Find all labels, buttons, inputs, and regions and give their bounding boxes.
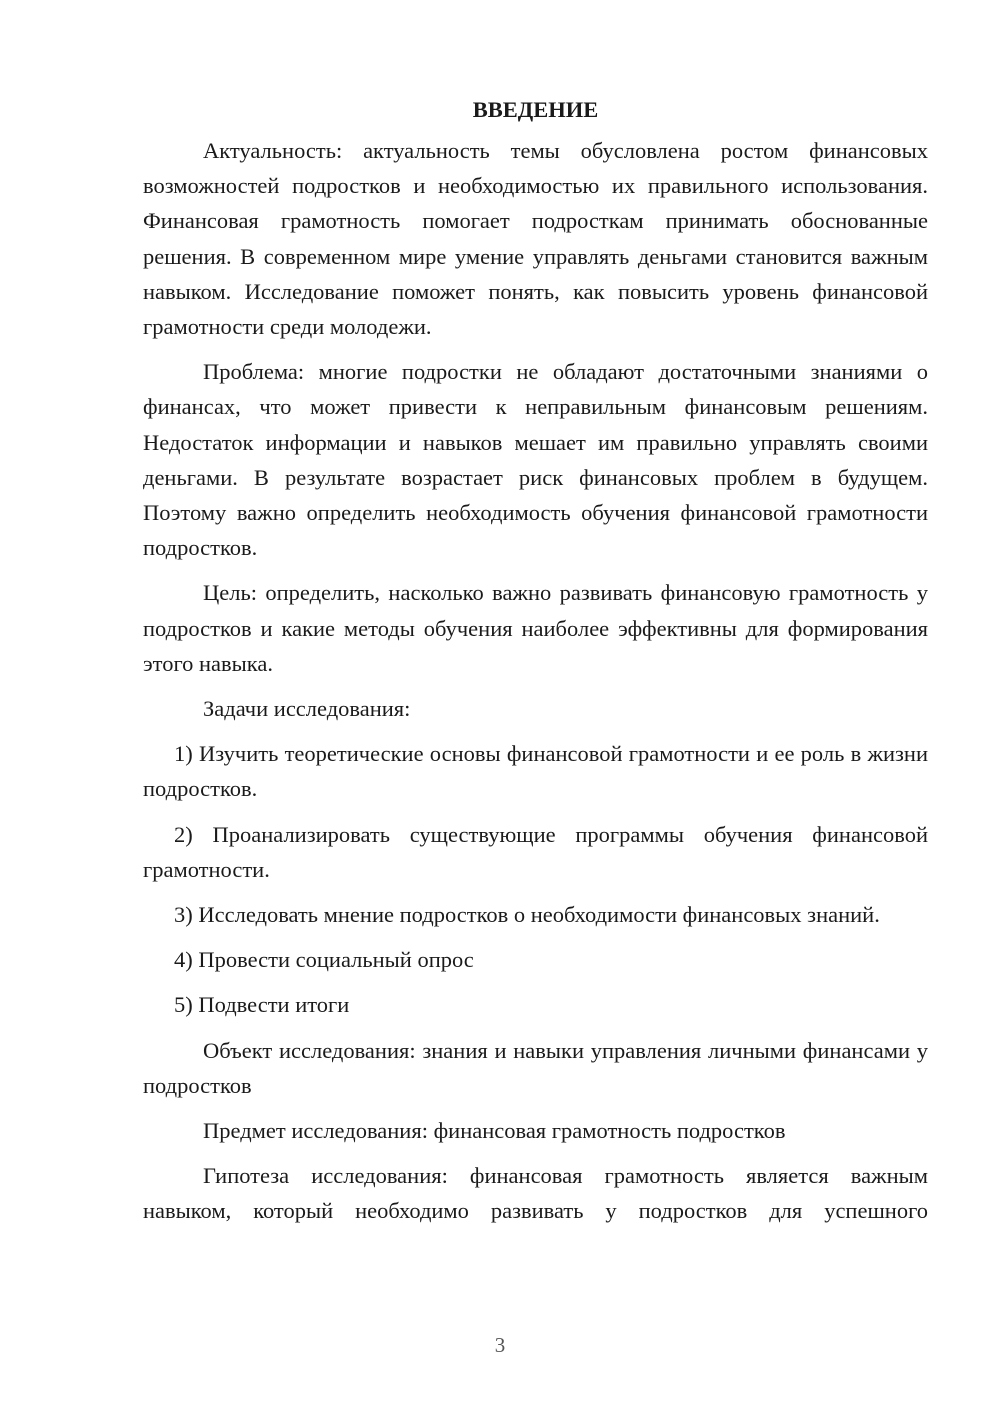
document-page bbox=[143, 92, 928, 1239]
page-number: 3 bbox=[494, 1333, 506, 1357]
task-item-2: 2) Проанализировать существующие программы обучения финансовой грамотности. bbox=[143, 821, 928, 882]
paragraph-hypothesis: Гипотеза исследования: финансовая грамотность является важным навыком, который необходимо развивать у подростков для успешного bbox=[143, 1163, 928, 1224]
task-item-5: 5) Подвести итоги bbox=[174, 992, 350, 1018]
tasks-heading: Задачи исследования: bbox=[203, 696, 411, 722]
task-item-4: 4) Провести социальный опрос bbox=[174, 947, 474, 973]
paragraph-goal: Цель: определить, насколько важно развивать финансовую грамотность у подростков и какие методы обучения наиболее эффективны для формирования этого навыка. bbox=[143, 580, 928, 676]
paragraph-subject: Предмет исследования: финансовая грамотность подростков bbox=[203, 1118, 786, 1144]
task-item-3: 3) Исследовать мнение подростков о необходимости финансовых знаний. bbox=[174, 902, 880, 928]
paragraph-object: Объект исследования: знания и навыки управления личными финансами у подростков bbox=[143, 1037, 928, 1098]
task-item-1: 1) Изучить теоретические основы финансовой грамотности и ее роль в жизни подростков. bbox=[143, 741, 928, 802]
paragraph-problem: Проблема: многие подростки не обладают достаточными знаниями о финансах, что может привести к неправильным финансовым решениям. Недостаток информации и навыков мешает им правильно управлять своими деньгами. В результате возрастает риск финансовых проблем в будущем. Поэтому важно определить необходимость обучения финансовой грамотности подростков. bbox=[143, 359, 928, 561]
paragraph-relevance: Актуальность: актуальность темы обусловлена ростом финансовых возможностей подростков и необходимостью их правильного использования. Финансовая грамотность помогает подросткам принимать обоснованные решения. В современном мире умение управлять деньгами становится важным навыком. Исследование поможет понять, как повысить уровень финансовой грамотности среди молодежи. bbox=[143, 138, 928, 340]
page-title: ВВЕДЕНИЕ bbox=[472, 97, 599, 122]
